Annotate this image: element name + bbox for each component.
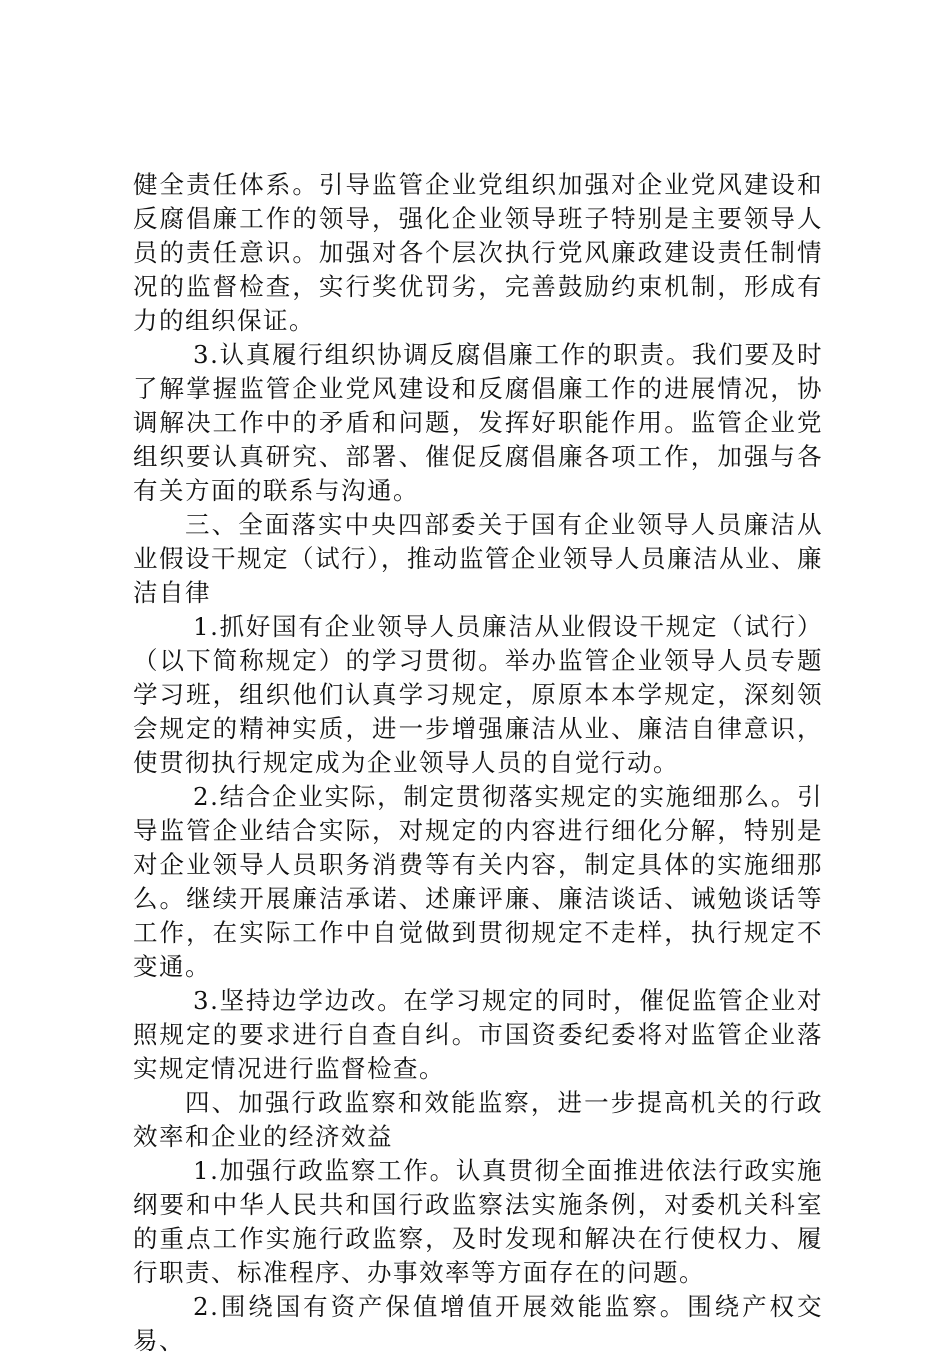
paragraph-item-3-coordination: 3.认真履行组织协调反腐倡廉工作的职责。我们要及时了解掌握监管企业党风建设和反腐倡廉工作的进展情况，协调解决工作中的矛盾和问题，发挥好职能作用。监管企业党组织要认真研究、部署、催促反腐倡廉各项工作，加强与各有关方面的联系与沟通。	[133, 340, 823, 505]
paragraph-item-2-efficiency: 2.围绕国有资产保值增值开展效能监察。围绕产权交易、	[133, 1292, 823, 1355]
paragraph-item-2-rules: 2.结合企业实际，制定贯彻落实规定的实施细那么。引导监管企业结合实际，对规定的内容进行细化分解，特别是对企业领导人员职务消费等有关内容，制定具体的实施细那么。继续开展廉洁承诺、述廉评廉、廉洁谈话、诫勉谈话等工作，在实际工作中自觉做到贯彻规定不走样，执行规定不变通。	[133, 782, 823, 981]
section-heading-4: 四、加强行政监察和效能监察，进一步提高机关的行政效率和企业的经济效益	[133, 1088, 823, 1151]
document-page	[133, 168, 823, 1358]
paragraph-item-3-correction: 3.坚持边学边改。在学习规定的同时，催促监管企业对照规定的要求进行自查自纠。市国资委纪委将对监管企业落实规定情况进行监督检查。	[133, 986, 823, 1083]
paragraph-responsibility-system: 健全责任体系。引导监管企业党组织加强对企业党风建设和反腐倡廉工作的领导，强化企业领导班子特别是主要领导人员的责任意识。加强对各个层次执行党风廉政建设责任制情况的监督检查，实行奖优罚劣，完善鼓励约束机制，形成有力的组织保证。	[133, 170, 823, 335]
paragraph-item-1-study: 1.抓好国有企业领导人员廉洁从业假设干规定（试行）（以下简称规定）的学习贯彻。举办监管企业领导人员专题学习班，组织他们认真学习规定，原原本本学规定，深刻领会规定的精神实质，进一步增强廉洁从业、廉洁自律意识，使贯彻执行规定成为企业领导人员的自觉行动。	[133, 612, 823, 777]
section-heading-3: 三、全面落实中央四部委关于国有企业领导人员廉洁从业假设干规定（试行），推动监管企业领导人员廉洁从业、廉洁自律	[133, 510, 823, 607]
paragraph-item-1-supervision: 1.加强行政监察工作。认真贯彻全面推进依法行政实施纲要和中华人民共和国行政监察法实施条例，对委机关科室的重点工作实施行政监察，及时发现和解决在行使权力、履行职责、标准程序、办事效率等方面存在的问题。	[133, 1156, 823, 1287]
